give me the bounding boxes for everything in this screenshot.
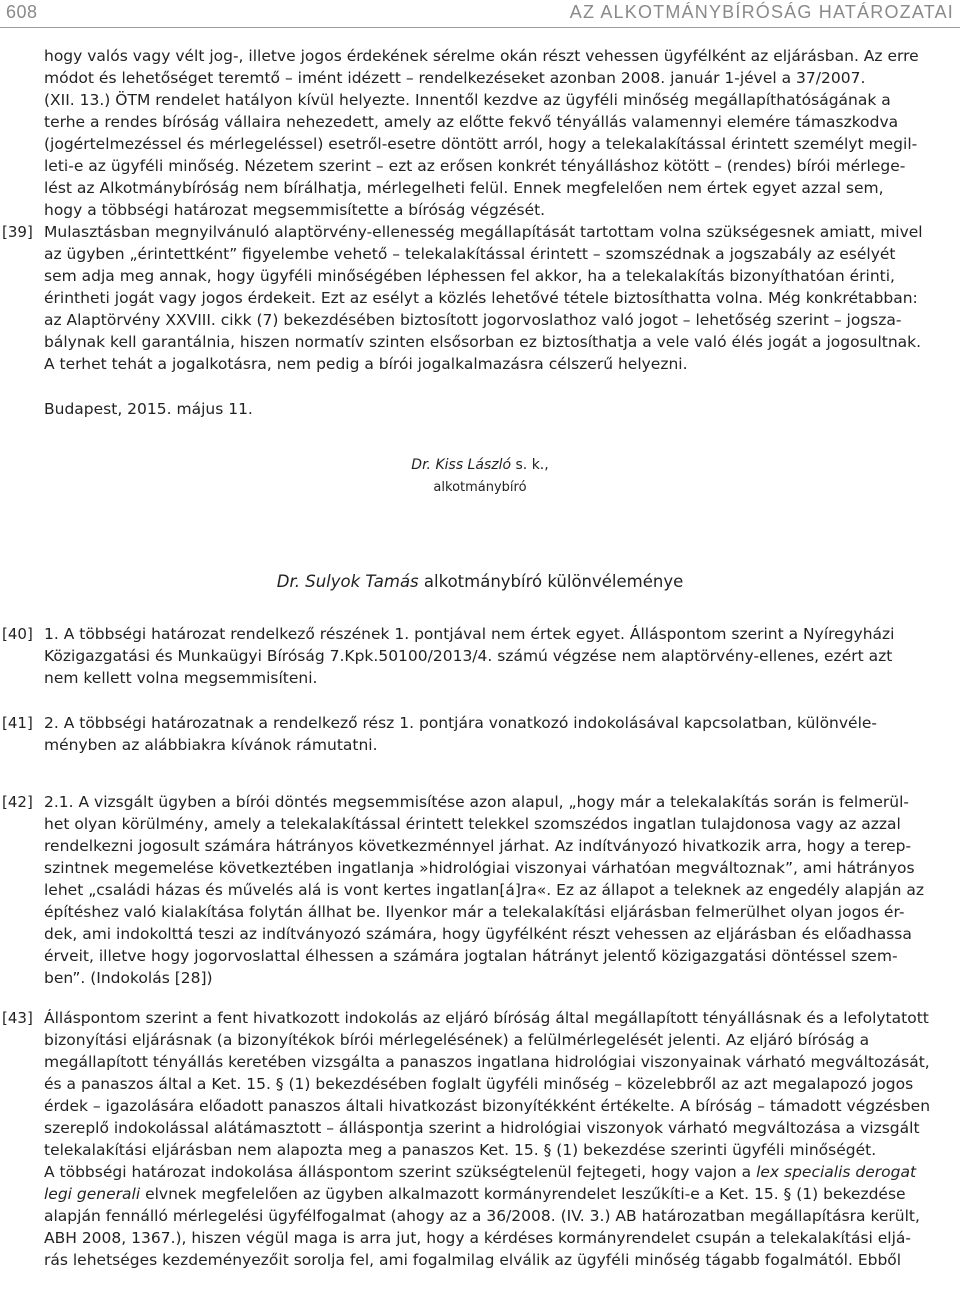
text-line: bizonyítási eljárásnak (a bizonyítékok bírói mérlegelésének) a felülmérlegelését jelenti. Az eljáró bíróság a [44, 1031, 870, 1049]
text-line: bálynak kell garantálnia, hiszen normatív szinten elsősorban ez biztosíthatja a vele való élés jogát a jogosultnak. [44, 333, 922, 351]
text-line [44, 1183, 906, 1205]
text-line: terhe a rendes bíróság vállaira nehezedett, amely az előtte fekvő tényállás valamennyi elemére támaszkodva [44, 113, 899, 131]
text-line: ményben az alábbiakra kívánok rámutatni. [44, 736, 378, 754]
signature-name [0, 455, 960, 475]
text-line [44, 1161, 916, 1183]
text-line: lést az Alkotmánybíróság nem bírálhatja, mérlegelheti felül. Ennek megfelelően nem értek egyet azzal sem, [44, 179, 884, 197]
text-line: módot és lehetőséget teremtő – imént idézett – rendelkezéseket azonban 2008. január 1-jével a 37/2007. [44, 69, 866, 87]
running-header [0, 0, 960, 28]
text-line: rás lehetséges kezdeményezőit sorolja fel, ami fogalmilag elválik az ügyféli minőség tágabb fogalmától. Ebből [44, 1251, 902, 1269]
signature-prefix: Dr. [411, 457, 431, 473]
text-run: A többségi határozat indokolása álláspontom szerint szükségtelenül fejtegeti, hogy vajon a [44, 1163, 752, 1181]
signature-suffix: s. k., [515, 457, 549, 473]
text-line: szintnek megemelése következtében ingatlanja »hidrológiai viszonyai várhatóan megváltoznak”, ami hátrányos [44, 859, 915, 877]
signature-role: alkotmánybíró [433, 480, 527, 495]
opinion-title-rest: alkotmánybíró különvéleménye [423, 572, 684, 591]
running-title: AZ ALKOTMÁNYBÍRÓSÁG HATÁROZATAI [569, 2, 954, 22]
text-line: lehet „családi házas és művelés alá is vont kertes ingatlan[á]ra«. Ez az állapot a teleknek az engedély alapján az [44, 881, 925, 899]
text-line: ben”. (Indokolás [28]) [44, 969, 213, 987]
text-line: az Alaptörvény XXVIII. cikk (7) bekezdésében biztosított jogorvoslathoz való jogot – lehetőség szerint – jogsza- [44, 311, 902, 329]
text-line: építéshez való kialakítása folytán állhat be. Ilyenkor már a telekalakítási eljárásban felmerülhet olyan jogos ér- [44, 903, 905, 921]
text-line: alapján fennálló mérlegelési ügyfélfogalmat (ahogy az a 36/2008. (IV. 3.) AB határozatban megállapításra került, [44, 1207, 920, 1225]
signature-person: Kiss László [435, 457, 512, 473]
text-line: 1. A többségi határozat rendelkező részének 1. pontjával nem értek egyet. Álláspontom szerint a Nyíregyházi [44, 625, 895, 643]
paragraph-number: [43] [2, 1009, 33, 1027]
italic-phrase: legi generali [44, 1185, 141, 1203]
text-line: megállapított tényállás keretében vizsgálta a panaszos ingatlana hidrológiai viszonyainak várható megváltozását, [44, 1053, 930, 1071]
text-line: Álláspontom szerint a fent hivatkozott indokolás az eljáró bíróság által megállapított tényállásnak és a lefolytatott [44, 1009, 929, 1027]
text-line: 2.1. A vizsgált ügyben a bírói döntés megsemmisítése azon alapul, „hogy már a telekalakítás során is felmerül- [44, 793, 909, 811]
text-line: érdek – igazolására előadott panaszos általi hivatkozást bizonyítékként értékelte. A bíróság – támadott végzésben [44, 1097, 931, 1115]
text-line: az ügyben „érintettként” figyelembe vehető – telekalakítással érintett – szomszédnak a jogszabály az esélyét [44, 245, 896, 263]
paragraph-number: [42] [2, 793, 33, 811]
text-line: 2. A többségi határozatnak a rendelkező rész 1. pontjára vonatkozó indokolásával kapcsolatban, különvéle- [44, 714, 878, 732]
text-line: A terhet tehát a jogalkotásra, nem pedig a bírói jogalkalmazásra célszerű helyezni. [44, 355, 688, 373]
paragraph-number: [40] [2, 625, 33, 643]
paragraph-number: [41] [2, 714, 33, 732]
text-line: és a panaszos által a Ket. 15. § (1) bekezdésében foglalt ügyféli minőség – közelebbről az azt megalapozó jogos [44, 1075, 914, 1093]
place-date: Budapest, 2015. május 11. [44, 400, 253, 418]
text-line: érintheti jogát vagy jogos érdekeit. Ezt az esélyt a közlés lehetővé tétele biztosíthatta volna. Még konkrétabban: [44, 289, 918, 307]
text-line: szereplő indokolással alátámasztott – álláspontja szerint a hidrológiai viszonyok várható megváltozása a vizsgált [44, 1119, 920, 1137]
text-line: telekalakítási eljárásban nem alapozta meg a panaszos Ket. 15. § (1) bekezdése szerinti ügyféli minőségét. [44, 1141, 877, 1159]
opinion-author: Sulyok Tamás [305, 572, 419, 591]
text-line: hogy valós vagy vélt jog-, illetve jogos érdekének sérelme okán részt vehessen ügyfélként az eljárásban. Az erre [44, 47, 919, 65]
paragraph-number: [39] [2, 223, 33, 241]
text-line: sem adja meg annak, hogy ügyféli minőségében léphessen fel akkor, ha a telekalakítás bizonyíthatóan érinti, [44, 267, 895, 285]
text-run: elvnek megfelelően az ügyben alkalmazott kormányrendelet leszűkíti-e a Ket. 15. § (1) bekezdése [145, 1185, 906, 1203]
italic-phrase: lex specialis derogat [756, 1163, 917, 1181]
opinion-prefix: Dr. [276, 572, 300, 591]
page-number: 608 [6, 2, 38, 22]
text-line: leti-e az ügyféli minőség. Nézetem szerint – ezt az erősen konkrét tényálláshoz kötött – (rendes) bírói mérlege- [44, 157, 906, 175]
text-line: (jogértelmezéssel és mérlegeléssel) esetről-esetre döntött arról, hogy a telekalakítással érintett személyt megil- [44, 135, 918, 153]
text-line: Mulasztásban megnyilvánuló alaptörvény-ellenesség megállapítását tartottam volna szükségesnek amiatt, mivel [44, 223, 923, 241]
header-rule [0, 27, 960, 28]
text-line: hogy a többségi határozat megsemmisítette a bíróság végzését. [44, 201, 546, 219]
text-line: dek, ami indokolttá teszi az indítványozó számára, hogy ügyfélként részt vehessen az eljárásban és előadhassa [44, 925, 912, 943]
text-line: érveit, illetve hogy jogorvoslattal élhessen a számára jogtalan hátrányt jelentő közigazgatási döntéssel szem- [44, 947, 898, 965]
text-line: Közigazgatási és Munkaügyi Bíróság 7.Kpk.50100/2013/4. számú végzése nem alaptörvény-ellenes, ezért azt [44, 647, 893, 665]
opinion-heading [0, 570, 960, 594]
text-line: rendelkezni jogosult számára hátrányos következménnyel járhat. Az indítványozó hivatkozik arra, hogy a terep- [44, 837, 912, 855]
text-line: (XII. 13.) ÖTM rendelet hatályon kívül helyezte. Innentől kezdve az ügyféli minőség megállapíthatóságának a [44, 91, 891, 109]
text-line: ABH 2008, 1367.), hiszen végül maga is arra jut, hogy a kérdéses kormányrendelet csupán a telekalakítási eljá- [44, 1229, 911, 1247]
text-line: nem kellett volna megsemmisíteni. [44, 669, 318, 687]
text-line: het olyan körülmény, amely a telekalakítással érintett telekkel szomszédos ingatlan tulajdonosa vagy az azzal [44, 815, 901, 833]
